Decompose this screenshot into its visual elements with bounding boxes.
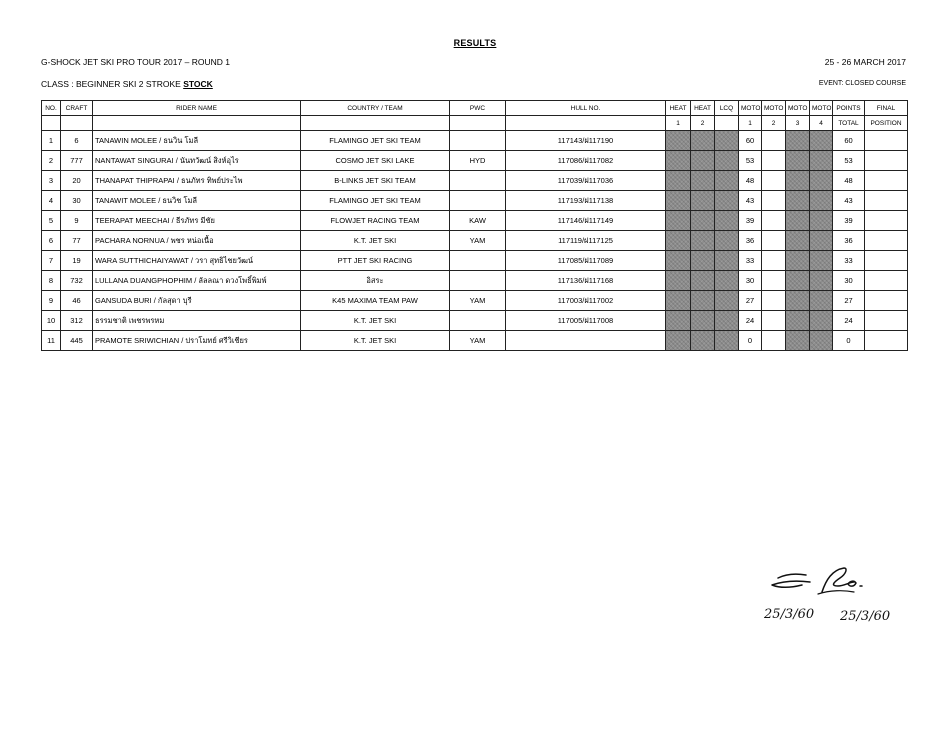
- cell-heat-1: [666, 331, 691, 351]
- cell-final-position: [865, 251, 908, 271]
- cell-no: 9: [42, 291, 61, 311]
- column-subheader: [42, 116, 61, 131]
- column-header: MOTO: [810, 101, 833, 116]
- cell-hull-no: 117146/ฝ117149: [506, 211, 666, 231]
- cell-no: 5: [42, 211, 61, 231]
- cell-heat-1: [666, 191, 691, 211]
- cell-heat-2: [691, 191, 715, 211]
- cell-points-total: 53: [833, 151, 865, 171]
- cell-no: 4: [42, 191, 61, 211]
- cell-no: 11: [42, 331, 61, 351]
- cell-team: K.T. JET SKI: [301, 311, 450, 331]
- cell-craft: 20: [61, 171, 93, 191]
- signature-date-1: 25/3/60: [764, 607, 815, 622]
- cell-no: 6: [42, 231, 61, 251]
- cell-heat-2: [691, 251, 715, 271]
- cell-final-position: [865, 311, 908, 331]
- event-date: 25 - 26 MARCH 2017: [824, 57, 906, 67]
- cell-heat-1: [666, 131, 691, 151]
- cell-moto-3: [786, 311, 810, 331]
- cell-moto-1: 43: [739, 191, 762, 211]
- column-header: NO.: [42, 101, 61, 116]
- cell-moto-1: 27: [739, 291, 762, 311]
- cell-heat-2: [691, 291, 715, 311]
- cell-lcq: [715, 231, 739, 251]
- cell-pwc: YAM: [450, 231, 506, 251]
- cell-team: K45 MAXIMA TEAM PAW: [301, 291, 450, 311]
- cell-rider-name: PRAMOTE SRIWICHIAN / ปราโมทย์ ศรีวิเชียร: [93, 331, 301, 351]
- cell-rider-name: LULLANA DUANGPHOPHIM / ลัลลณา ดวงโพธิ์พิมพ์: [93, 271, 301, 291]
- cell-moto-2: [762, 211, 786, 231]
- cell-craft: 732: [61, 271, 93, 291]
- column-header: MOTO: [739, 101, 762, 116]
- cell-hull-no: 117003/ฝ117002: [506, 291, 666, 311]
- cell-hull-no: 117085/ฝ117089: [506, 251, 666, 271]
- cell-moto-4: [810, 271, 833, 291]
- cell-moto-1: 33: [739, 251, 762, 271]
- cell-heat-1: [666, 211, 691, 231]
- cell-heat-1: [666, 251, 691, 271]
- cell-moto-1: 53: [739, 151, 762, 171]
- column-header: CRAFT: [61, 101, 93, 116]
- column-subheader: 2: [691, 116, 715, 131]
- cell-moto-1: 24: [739, 311, 762, 331]
- column-subheader: [61, 116, 93, 131]
- cell-moto-4: [810, 331, 833, 351]
- cell-lcq: [715, 191, 739, 211]
- header-row-top: [42, 101, 908, 116]
- cell-points-total: 48: [833, 171, 865, 191]
- cell-moto-4: [810, 251, 833, 271]
- cell-pwc: YAM: [450, 331, 506, 351]
- cell-moto-1: 48: [739, 171, 762, 191]
- cell-lcq: [715, 211, 739, 231]
- cell-no: 10: [42, 311, 61, 331]
- cell-hull-no: 117039/ฝ117036: [506, 171, 666, 191]
- cell-craft: 9: [61, 211, 93, 231]
- cell-craft: 30: [61, 191, 93, 211]
- cell-heat-1: [666, 311, 691, 331]
- cell-craft: 312: [61, 311, 93, 331]
- cell-rider-name: TEERAPAT MEECHAI / ธีรภัทร มีชัย: [93, 211, 301, 231]
- cell-hull-no: 117193/ฝ117138: [506, 191, 666, 211]
- cell-final-position: [865, 291, 908, 311]
- column-subheader: POSITION: [865, 116, 908, 131]
- cell-team: อิสระ: [301, 271, 450, 291]
- cell-moto-2: [762, 271, 786, 291]
- cell-moto-3: [786, 171, 810, 191]
- cell-rider-name: TANAWIN MOLEE / ธนวิน โมลี: [93, 131, 301, 151]
- cell-moto-1: 60: [739, 131, 762, 151]
- column-subheader: [301, 116, 450, 131]
- cell-heat-2: [691, 331, 715, 351]
- cell-moto-4: [810, 131, 833, 151]
- table-row: [42, 331, 908, 351]
- cell-hull-no: 117143/ฝ117190: [506, 131, 666, 151]
- cell-no: 8: [42, 271, 61, 291]
- cell-pwc: KAW: [450, 211, 506, 231]
- table-row: [42, 271, 908, 291]
- column-subheader: [715, 116, 739, 131]
- cell-pwc: YAM: [450, 291, 506, 311]
- cell-final-position: [865, 131, 908, 151]
- cell-points-total: 39: [833, 211, 865, 231]
- cell-rider-name: ธรรมชาติ เพชรพรหม: [93, 311, 301, 331]
- column-subheader: 1: [666, 116, 691, 131]
- cell-points-total: 30: [833, 271, 865, 291]
- cell-moto-3: [786, 251, 810, 271]
- cell-heat-2: [691, 231, 715, 251]
- cell-final-position: [865, 151, 908, 171]
- cell-rider-name: THANAPAT THIPRAPAI / ธนภัทร ทิพย์ประไพ: [93, 171, 301, 191]
- cell-moto-3: [786, 211, 810, 231]
- cell-points-total: 43: [833, 191, 865, 211]
- cell-final-position: [865, 171, 908, 191]
- cell-moto-3: [786, 291, 810, 311]
- cell-moto-4: [810, 171, 833, 191]
- cell-moto-1: 0: [739, 331, 762, 351]
- cell-lcq: [715, 311, 739, 331]
- cell-rider-name: PACHARA NORNUA / พชร หน่อเนื้อ: [93, 231, 301, 251]
- class-label: [41, 79, 213, 89]
- cell-points-total: 33: [833, 251, 865, 271]
- cell-no: 1: [42, 131, 61, 151]
- cell-lcq: [715, 131, 739, 151]
- column-subheader: TOTAL: [833, 116, 865, 131]
- event-type: EVENT: CLOSED COURSE: [818, 80, 906, 87]
- cell-lcq: [715, 291, 739, 311]
- class-prefix: CLASS : BEGINNER SKI 2 STROKE: [41, 79, 184, 89]
- cell-team: COSMO JET SKI LAKE: [301, 151, 450, 171]
- results-table: [41, 100, 908, 351]
- cell-moto-4: [810, 311, 833, 331]
- cell-moto-4: [810, 191, 833, 211]
- cell-pwc: [450, 251, 506, 271]
- column-subheader: [93, 116, 301, 131]
- cell-pwc: [450, 171, 506, 191]
- cell-hull-no: 117086/ฝ117082: [506, 151, 666, 171]
- cell-pwc: [450, 131, 506, 151]
- cell-heat-1: [666, 231, 691, 251]
- column-subheader: 4: [810, 116, 833, 131]
- header-row-bottom: [42, 116, 908, 131]
- cell-team: K.T. JET SKI: [301, 231, 450, 251]
- column-header: FINAL: [865, 101, 908, 116]
- cell-rider-name: WARA SUTTHICHAIYAWAT / วรา สุทธิไชยวัฒน์: [93, 251, 301, 271]
- table-row: [42, 291, 908, 311]
- cell-lcq: [715, 331, 739, 351]
- cell-moto-1: 39: [739, 211, 762, 231]
- table-row: [42, 231, 908, 251]
- cell-hull-no: 117136/ฝ117168: [506, 271, 666, 291]
- table-row: [42, 151, 908, 171]
- column-header: RIDER NAME: [93, 101, 301, 116]
- column-header: LCQ: [715, 101, 739, 116]
- column-header: HULL NO.: [506, 101, 666, 116]
- cell-lcq: [715, 171, 739, 191]
- column-header: HEAT: [666, 101, 691, 116]
- cell-moto-2: [762, 171, 786, 191]
- cell-final-position: [865, 191, 908, 211]
- cell-hull-no: [506, 331, 666, 351]
- table-row: [42, 131, 908, 151]
- column-subheader: 3: [786, 116, 810, 131]
- cell-points-total: 24: [833, 311, 865, 331]
- cell-final-position: [865, 331, 908, 351]
- cell-moto-2: [762, 311, 786, 331]
- cell-team: FLOWJET RACING TEAM: [301, 211, 450, 231]
- cell-no: 3: [42, 171, 61, 191]
- cell-points-total: 0: [833, 331, 865, 351]
- cell-heat-2: [691, 271, 715, 291]
- signature-date-2: 25/3/60: [840, 609, 891, 624]
- table-row: [42, 251, 908, 271]
- table-row: [42, 191, 908, 211]
- cell-hull-no: 117005/ฝ117008: [506, 311, 666, 331]
- table-row: [42, 311, 908, 331]
- cell-heat-2: [691, 211, 715, 231]
- cell-heat-1: [666, 291, 691, 311]
- column-header: POINTS: [833, 101, 865, 116]
- cell-points-total: 60: [833, 131, 865, 151]
- cell-heat-1: [666, 171, 691, 191]
- cell-pwc: HYD: [450, 151, 506, 171]
- cell-moto-2: [762, 331, 786, 351]
- column-header: HEAT: [691, 101, 715, 116]
- cell-rider-name: TANAWIT MOLEE / ธนวิช โมลี: [93, 191, 301, 211]
- cell-points-total: 36: [833, 231, 865, 251]
- cell-heat-2: [691, 131, 715, 151]
- handwritten-signatures: [760, 560, 900, 630]
- cell-moto-1: 36: [739, 231, 762, 251]
- column-header: PWC: [450, 101, 506, 116]
- cell-moto-4: [810, 211, 833, 231]
- column-header: MOTO: [786, 101, 810, 116]
- cell-rider-name: GANSUDA BURI / กัลสุดา บุรี: [93, 291, 301, 311]
- cell-hull-no: 117119/ฝ117125: [506, 231, 666, 251]
- cell-team: FLAMINGO JET SKI TEAM: [301, 191, 450, 211]
- column-subheader: [506, 116, 666, 131]
- cell-lcq: [715, 151, 739, 171]
- cell-final-position: [865, 211, 908, 231]
- cell-final-position: [865, 271, 908, 291]
- cell-moto-2: [762, 191, 786, 211]
- column-subheader: [450, 116, 506, 131]
- cell-moto-2: [762, 231, 786, 251]
- cell-heat-2: [691, 311, 715, 331]
- cell-moto-3: [786, 231, 810, 251]
- table-row: [42, 171, 908, 191]
- cell-moto-2: [762, 151, 786, 171]
- column-subheader: 1: [739, 116, 762, 131]
- cell-craft: 777: [61, 151, 93, 171]
- cell-moto-4: [810, 231, 833, 251]
- cell-heat-1: [666, 271, 691, 291]
- cell-no: 2: [42, 151, 61, 171]
- cell-moto-3: [786, 151, 810, 171]
- cell-heat-1: [666, 151, 691, 171]
- cell-moto-3: [786, 271, 810, 291]
- cell-moto-3: [786, 331, 810, 351]
- cell-craft: 6: [61, 131, 93, 151]
- column-header: COUNTRY / TEAM: [301, 101, 450, 116]
- cell-pwc: [450, 191, 506, 211]
- cell-team: FLAMINGO JET SKI TEAM: [301, 131, 450, 151]
- cell-moto-3: [786, 131, 810, 151]
- cell-craft: 445: [61, 331, 93, 351]
- cell-moto-2: [762, 131, 786, 151]
- cell-team: PTT JET SKI RACING: [301, 251, 450, 271]
- cell-lcq: [715, 271, 739, 291]
- cell-final-position: [865, 231, 908, 251]
- cell-pwc: [450, 311, 506, 331]
- column-subheader: 2: [762, 116, 786, 131]
- cell-moto-3: [786, 191, 810, 211]
- cell-pwc: [450, 271, 506, 291]
- table-row: [42, 211, 908, 231]
- cell-points-total: 27: [833, 291, 865, 311]
- cell-team: B-LINKS JET SKI TEAM: [301, 171, 450, 191]
- page-title: RESULTS: [453, 38, 497, 48]
- cell-rider-name: NANTAWAT SINGURAI / นันทวัฒน์ สิงห์อุไร: [93, 151, 301, 171]
- cell-moto-4: [810, 151, 833, 171]
- cell-heat-2: [691, 151, 715, 171]
- cell-moto-2: [762, 251, 786, 271]
- cell-lcq: [715, 251, 739, 271]
- cell-craft: 46: [61, 291, 93, 311]
- cell-moto-2: [762, 291, 786, 311]
- cell-team: K.T. JET SKI: [301, 331, 450, 351]
- event-name: G-SHOCK JET SKI PRO TOUR 2017 – ROUND 1: [41, 57, 230, 67]
- column-header: MOTO: [762, 101, 786, 116]
- cell-moto-4: [810, 291, 833, 311]
- cell-heat-2: [691, 171, 715, 191]
- cell-moto-1: 30: [739, 271, 762, 291]
- class-suffix: STOCK: [183, 79, 213, 89]
- cell-craft: 77: [61, 231, 93, 251]
- cell-no: 7: [42, 251, 61, 271]
- cell-craft: 19: [61, 251, 93, 271]
